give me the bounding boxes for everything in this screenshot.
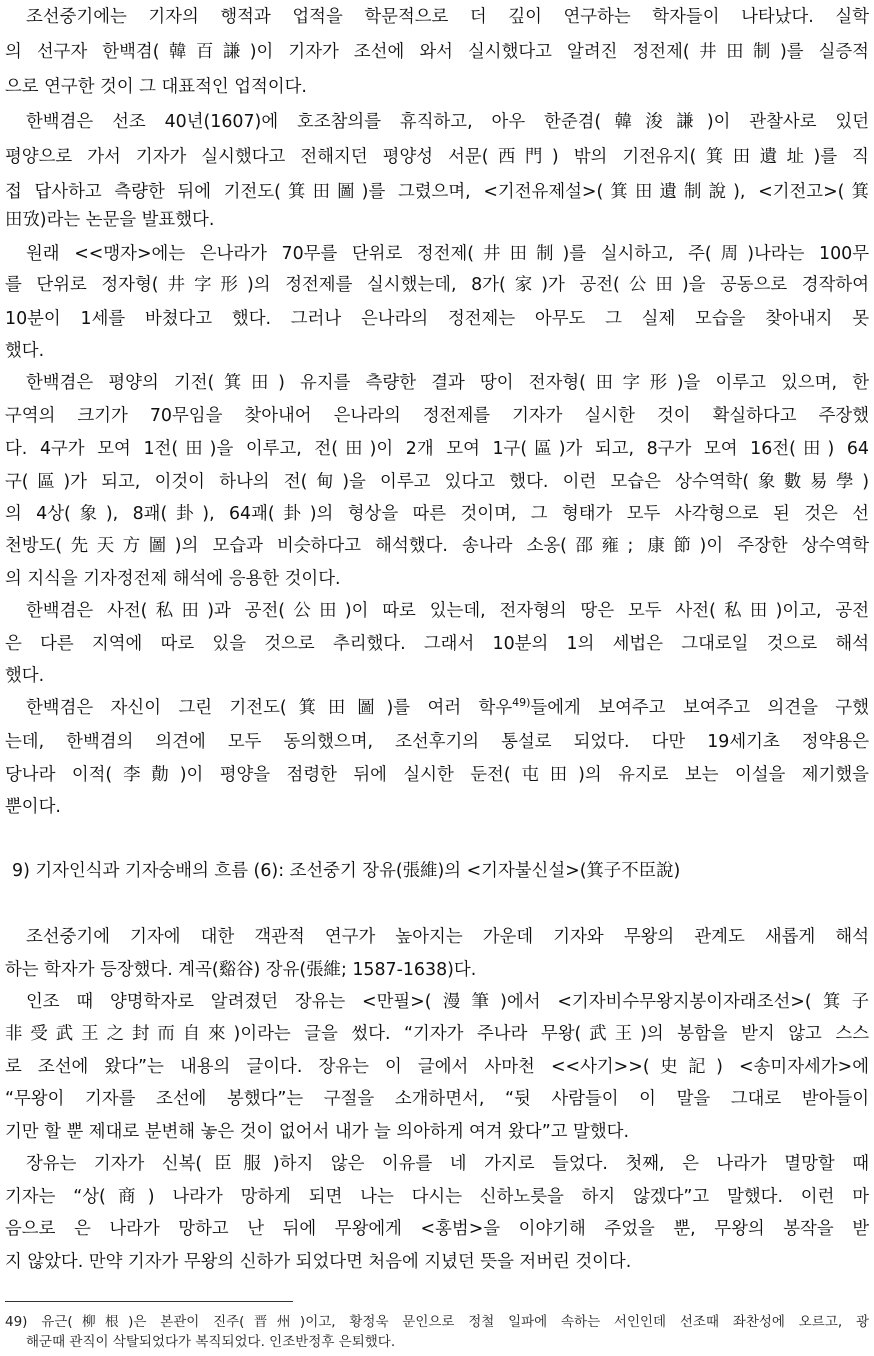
body-text-line: 田攷)라는 논문을 발표했다.: [5, 210, 215, 230]
body-text-line: 非受武王之封而自來)이라는 글을 썼다. “기자가 주나라 무왕(武王)의 봉함을 받지 않고 스스: [5, 1024, 869, 1044]
body-text-line: 하는 학자가 등장했다. 계곡(谿谷) 장유(張維; 1587-1638)다.: [5, 960, 477, 980]
body-text-line: 를 단위로 정자형(井字形)의 정전제를 실시했는데, 8가(家)가 공전(公田)을 공동으로 경작하여: [5, 275, 869, 295]
body-text-line: 10분이 1세를 바쳤다고 했다. 그러나 은나라의 정전제는 아무도 그 실제 모습을 찾아내지 못: [5, 309, 869, 329]
body-text-line: 조선중기에 기자에 대한 객관적 연구가 높아지는 가운데 기자와 무왕의 관계도 새롭게 해석: [26, 927, 869, 947]
body-text-line: 의 선구자 한백겸(韓百謙)이 기자가 조선에 와서 실시했다고 알려진 정전제(井田制)를 실증적: [5, 42, 869, 62]
body-text-line: 원래 <<맹자>에는 은나라가 70무를 단위로 정전제(井田制)를 실시하고, 주(周)나라는 100무: [26, 244, 869, 264]
body-text-line: 인조 때 양명학자로 알려졌던 장유는 <만필>(漫筆)에서 <기자비수무왕지봉이자래조선>(箕子: [26, 992, 869, 1012]
body-text-line-with-footnote-ref: [26, 695, 869, 721]
body-text-line: 한백겸은 선조 40년(1607)에 호조참의를 휴직하고, 아우 한준겸(韓浚謙)이 관찰사로 있던: [26, 112, 869, 132]
footnote-ref[interactable]: 49): [512, 696, 531, 710]
body-text-line: 의 4상(象), 8괘(卦), 64괘(卦)의 형상을 따른 것이며, 그 형태가 모두 사각형으로 된 것은 선: [5, 504, 869, 524]
body-text-line: 음으로 은 나라가 망하고 난 뒤에 무왕에게 <홍범>을 이야기해 주었을 뿐, 무왕의 봉작을 받: [5, 1219, 869, 1239]
body-text-line: 구역의 크기가 70무임을 찾아내어 은나라의 정전제를 기자가 실시한 것이 확실하다고 주장했: [5, 406, 869, 426]
body-text-line: 장유는 기자가 신복(臣服)하지 않은 이유를 네 가지로 들었다. 첫째, 은 나라가 멸망할 때: [26, 1154, 869, 1174]
section-heading: 9) 기자인식과 기자숭배의 흐름 (6): 조선중기 장유(張維)의 <기자불신설>(箕子不臣說): [12, 861, 681, 881]
text-segment: 한백겸은 자신이 그린 기전도(箕田圖)를 여러 학우: [26, 698, 513, 718]
body-text-line: 의 지식을 기자정전제 해석에 응용한 것이다.: [5, 569, 341, 589]
body-text-line: 는데, 한백겸의 의견에 모두 동의했으며, 조선후기의 통설로 되었다. 다만 19세기초 정약용은: [5, 732, 869, 752]
body-text-line: 천방도(先天方圖)의 모습과 비슷하다고 해석했다. 송나라 소옹(邵雍; 康節)이 주장한 상수역학: [5, 536, 869, 556]
text-segment: 들에게 보여주고 보여주고 의견을 구했: [530, 698, 869, 718]
body-text-line: 평양으로 가서 기자가 실시했다고 전해지던 평양성 서문(西門) 밖의 기전유지(箕田遺址)를 직: [5, 147, 869, 167]
footnote-divider: [5, 1301, 293, 1302]
body-text-line: 했다.: [5, 341, 45, 361]
body-text-line: 뿐이다.: [5, 797, 61, 817]
body-text-line: 한백겸은 평양의 기전(箕田) 유지를 측량한 결과 땅이 전자형(田字形)을 이루고 있으며, 한: [26, 373, 869, 393]
body-text-line: 기자는 “상(商) 나라가 망하게 되면 나는 다시는 신하노릇을 하지 않겠다”고 말했다. 이런 마: [5, 1187, 869, 1207]
body-text-line: 조선중기에는 기자의 행적과 업적을 학문적으로 더 깊이 연구하는 학자들이 나타났다. 실학: [26, 7, 869, 27]
body-text-line: 했다.: [5, 666, 45, 686]
body-text-line: 로 조선에 왔다”는 내용의 글이다. 장유는 이 글에서 사마천 <<사기>>(史記) <송미자세가>에: [5, 1057, 869, 1077]
body-text-line: 접 답사하고 측량한 뒤에 기전도(箕田圖)를 그렸으며, <기전유제설>(箕田遺制說), <기전고>(箕: [5, 182, 869, 202]
body-text-line: “무왕이 기자를 조선에 봉했다”는 구절을 소개하면서, “뒷 사람들이 이 말을 그대로 받아들이: [5, 1089, 869, 1109]
body-text-line: 한백겸은 사전(私田)과 공전(公田)이 따로 있는데, 전자형의 땅은 모두 사전(私田)이고, 공전: [26, 601, 869, 621]
body-text-line: 다. 4구가 모여 1전(田)을 이루고, 전(田)이 2개 모여 1구(區)가 되고, 8구가 모여 16전(田) 64: [5, 439, 869, 459]
body-text-line: 지 않았다. 만약 기자가 무왕의 신하가 되었다면 처음에 지녔던 뜻을 저버린 것이다.: [5, 1252, 632, 1272]
body-text-line: 구(區)가 되고, 이것이 하나의 전(甸)을 이루고 있다고 했다. 이런 모습은 상수역학(象數易學): [5, 472, 869, 492]
body-text-line: 은 다른 지역에 따로 있을 것으로 추리했다. 그래서 10분의 1의 세법은 그대로일 것으로 해석: [5, 634, 869, 654]
footnote-text-line: 49) 유근(柳根)은 본관이 진주(晋州)이고, 황정욱 문인으로 정철 일파에 속하는 서인인데 선조때 좌찬성에 오르고, 광: [5, 1314, 869, 1330]
body-text-line: 으로 연구한 것이 그 대표적인 업적이다.: [5, 77, 307, 97]
body-text-line: 당나라 이적(李勣)이 평양을 점령한 뒤에 실시한 둔전(屯田)의 유지로 보는 이설을 제기했을: [5, 765, 869, 785]
body-text-line: 기만 할 뿐 제대로 분변해 놓은 것이 없어서 내가 늘 의아하게 여겨 왔다”고 말했다.: [5, 1122, 629, 1142]
footnote-text-line: 해군때 관직이 삭탈되었다가 복직되었다. 인조반정후 은퇴했다.: [26, 1334, 396, 1350]
